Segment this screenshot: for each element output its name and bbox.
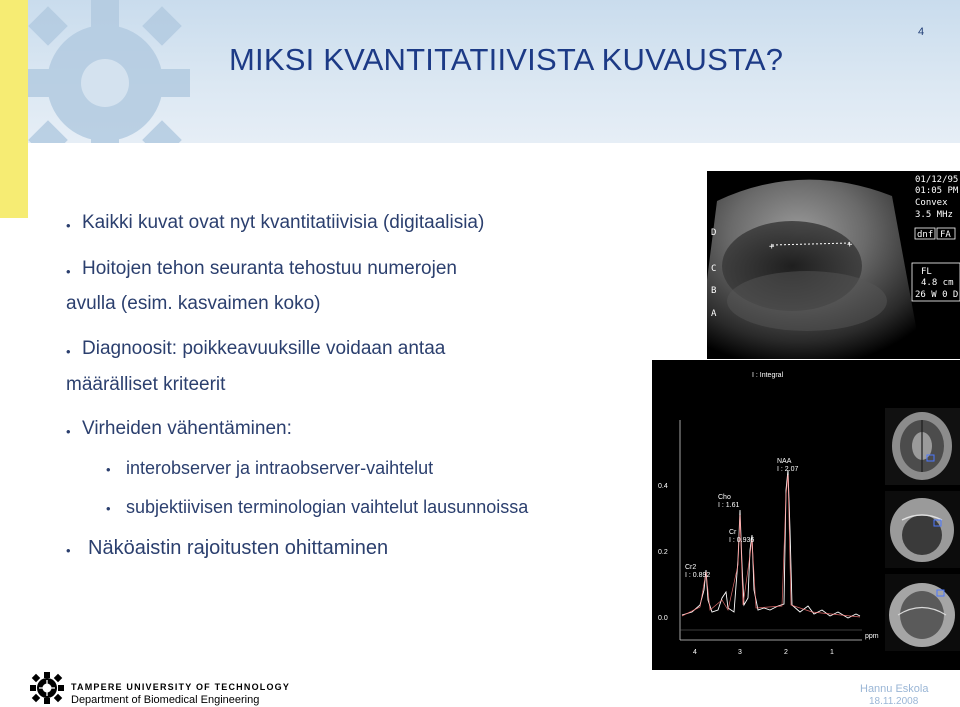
mri-thumbnail-1 <box>885 408 960 485</box>
bullet-5-text: Näköaistin rajoitusten ohittaminen <box>88 537 389 559</box>
bullet-marker: • <box>66 264 71 279</box>
bullet-1-text: Kaikki kuvat ovat nyt kvantitatiivisia (digitaalisia) <box>82 212 485 233</box>
us-frequency: 3.5 MHz <box>915 210 953 220</box>
us-date: 01/12/95 <box>915 175 959 185</box>
department-name: Department of Biomedical Engineering <box>71 694 260 706</box>
us-side-letter-4: A <box>711 309 717 319</box>
author-name: Hannu Eskola <box>860 683 929 695</box>
us-side-letter-2: C <box>711 264 717 274</box>
peak-cr2-value: I : 0.892 <box>685 572 711 579</box>
bullet-2-line2: avulla (esim. kasvaimen koko) <box>66 293 321 314</box>
peak-cho-value: I : 1.61 <box>718 502 740 509</box>
spectrum-ytick-1: 0.4 <box>658 483 668 490</box>
mri-thumbnail-3 <box>885 574 960 651</box>
us-box-line-1: FL <box>921 267 932 277</box>
slide-number: 4 <box>918 26 925 38</box>
peak-naa-name: NAA <box>777 458 792 465</box>
spectrum-xunit: ppm <box>865 633 879 640</box>
ultrasound-image <box>707 171 960 359</box>
spectrum-ytick-3: 0.0 <box>658 615 668 622</box>
peak-naa-value: I : 2.07 <box>777 466 799 473</box>
university-logo-icon <box>30 672 64 704</box>
bullet-marker: • <box>66 543 71 558</box>
spectrum-xtick-3: 2 <box>784 649 788 656</box>
gear-watermark-icon <box>0 0 220 143</box>
bullet-3-line2: määrälliset kriteerit <box>66 374 226 395</box>
sub-bullet-marker: • <box>106 462 111 477</box>
mri-thumbnail-2 <box>885 491 960 568</box>
spectrum-xtick-4: 1 <box>830 649 834 656</box>
us-box-line-2: 4.8 cm <box>921 278 954 288</box>
sub-bullet-2-text: subjektiivisen terminologian vaihtelut lausunnoissa <box>126 497 529 517</box>
slide-date: 18.11.2008 <box>869 696 919 707</box>
bullet-marker: • <box>66 344 71 359</box>
sub-bullet-marker: • <box>106 501 111 516</box>
spectrum-xtick-1: 4 <box>693 649 697 656</box>
svg-text:+: + <box>847 240 853 250</box>
mr-spectrum-image <box>652 360 960 670</box>
us-time: 01:05 PM <box>915 186 959 196</box>
us-button-1: dnf <box>917 230 934 240</box>
peak-cr-name: Cr <box>729 529 737 536</box>
accent-bar <box>0 0 28 218</box>
sub-bullet-1-text: interobserver ja intraobserver-vaihtelut <box>126 458 434 478</box>
spectrum-header: I : Integral <box>752 372 784 379</box>
bullet-4-text: Virheiden vähentäminen: <box>82 418 292 439</box>
us-side-letter-3: B <box>711 286 717 296</box>
us-box-line-3: 26 W 0 D <box>915 290 959 300</box>
bullet-2-line1: Hoitojen tehon seuranta tehostuu numerojen <box>82 258 457 279</box>
peak-cho-name: Cho <box>718 494 731 501</box>
bullet-marker: • <box>66 424 71 439</box>
peak-cr2-name: Cr2 <box>685 564 697 571</box>
peak-cr-value: I : 0.936 <box>729 537 755 544</box>
spectrum-xtick-2: 3 <box>738 649 742 656</box>
spectrum-ytick-2: 0.2 <box>658 549 668 556</box>
us-probe: Convex <box>915 198 948 208</box>
us-side-letter-1: D <box>711 228 717 238</box>
university-name: TAMPERE UNIVERSITY OF TECHNOLOGY <box>71 682 291 692</box>
bullet-3-line1: Diagnoosit: poikkeavuuksille voidaan antaa <box>82 338 446 359</box>
svg-text:+: + <box>769 242 775 252</box>
bullet-marker: • <box>66 218 71 233</box>
us-button-2: FA <box>940 230 951 240</box>
slide-title: MIKSI KVANTITATIIVISTA KUVAUSTA? <box>229 42 784 77</box>
